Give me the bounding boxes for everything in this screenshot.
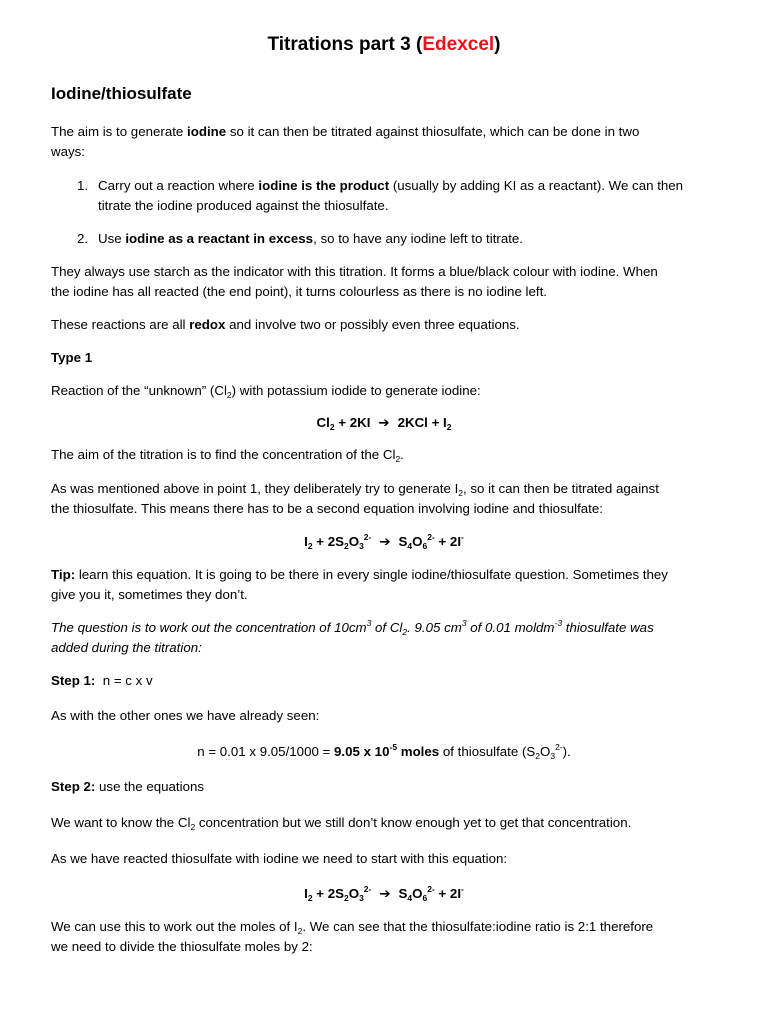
starch-paragraph: They always use starch as the indicator with this titration. It forms a blue/black colour with iodine. When — [51, 264, 658, 279]
question-paragraph-line2: added during the titration: — [51, 640, 202, 655]
reaction-arrow-icon: ➔ — [379, 886, 391, 901]
equation-iodine-thiosulfate: $I_2 + 2S_2O_3^{2-}$ ➔ $S_4O_6^{2-} + 2I^-$ — [304, 532, 464, 551]
step-1: Step 1: n = c x v — [51, 673, 153, 688]
type-heading: Type 1 — [51, 350, 93, 365]
mention-paragraph-line2: the thiosulfate. This means there has to be a second equation involving iodine and thiosulfate: — [51, 501, 603, 516]
list-item: Use iodine as a reactant in excess, so to have any iodine left to titrate. — [98, 231, 523, 246]
list-number: 1. — [77, 178, 89, 193]
reaction-intro: Reaction of the “unknown” $(Cl_2)$ with potassium iodide to generate iodine: — [51, 383, 481, 400]
intro-paragraph-line2: ways: — [51, 144, 85, 159]
step-2: Step 2: use the equations — [51, 779, 205, 794]
edexcel-brand: Edexcel — [422, 34, 495, 55]
mention-paragraph: As was mentioned above in point 1, they deliberately try to generate $I_2$, so it can then be titrated against — [51, 481, 659, 498]
reacted-paragraph: As we have reacted thiosulfate with iodine we need to start with this equation: — [51, 851, 508, 866]
section-heading: Iodine/thiosulfate — [51, 84, 192, 103]
equation-chlorine-ki: $Cl_2 + 2KI$ ➔ $2KCl + I_2$ — [316, 415, 452, 432]
redox-paragraph: These reactions are all redox and involve two or possibly even three equations. — [51, 317, 520, 332]
tip-paragraph: Tip: learn this equation. It is going to be there in every single iodine/thiosulfate question. Sometimes they — [51, 567, 668, 582]
want-paragraph: We want to know the $Cl_2$ concentration but we still don’t know enough yet to get that concentration. — [51, 815, 632, 832]
aim-paragraph: The aim of the titration is to find the concentration of the $Cl_2$. — [51, 447, 404, 464]
moles-calculation: n = 0.01 x 9.05/1000 = 9.05 x $10^{-5}$ moles of thiosulfate $(S_2O_3^{2-})$. — [197, 742, 571, 761]
equation-iodine-thiosulfate: $I_2 + 2S_2O_3^{2-}$ ➔ $S_4O_6^{2-} + 2I^-$ — [304, 884, 464, 903]
final-paragraph: We can use this to work out the moles of $I_2$. We can see that the thiosulfate:iodine ratio is 2:1 therefore — [51, 919, 654, 936]
question-paragraph: The question is to work out the concentration of $10cm^3$ of $Cl_2$. 9.05 $cm^3$ of 0.01 moldm$^{-3}$ thiosulfate was — [51, 618, 654, 637]
starch-paragraph-line2: the iodine has all reacted (the end point), it turns colourless as there is no iodine left. — [51, 284, 547, 299]
intro-paragraph: The aim is to generate iodine so it can then be titrated against thiosulfate, which can be done in two — [51, 124, 640, 139]
list-number: 2. — [77, 231, 89, 246]
other-ones-paragraph: As with the other ones we have already seen: — [51, 708, 320, 723]
reaction-arrow-icon: ➔ — [378, 415, 390, 430]
list-item-line2: titrate the iodine produced against the thiosulfate. — [98, 198, 389, 213]
reaction-arrow-icon: ➔ — [379, 534, 391, 549]
tip-paragraph-line2: give you it, sometimes they don’t. — [51, 587, 248, 602]
final-paragraph-line2: we need to divide the thiosulfate moles by 2: — [51, 939, 313, 954]
page-title: Titrations part 3 (Edexcel) — [267, 34, 501, 55]
list-item: Carry out a reaction where iodine is the product (usually by adding KI as a reactant). We can then — [98, 178, 684, 193]
